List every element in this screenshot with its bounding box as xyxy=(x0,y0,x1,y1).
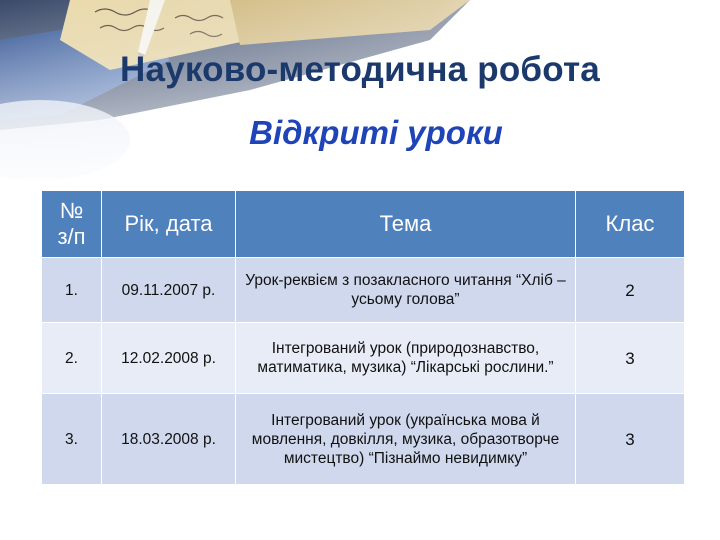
cell-topic: Інтегрований урок (українська мова й мовлення, довкілля, музика, образотворче мистецтво) “Пізнаймо невидимку” xyxy=(236,394,576,485)
cell-date: 09.11.2007 р. xyxy=(102,258,236,323)
header-topic: Тема xyxy=(236,191,576,258)
table-header-row xyxy=(42,191,685,258)
cell-topic: Урок-реквієм з позакласного читання “Хліб – усьому голова” xyxy=(236,258,576,323)
table-row xyxy=(42,394,685,485)
cell-topic: Інтегрований урок (природознавство, матиматика, музика) “Лікарські рослини.” xyxy=(236,323,576,394)
header-number xyxy=(42,191,102,258)
cell-number: 3. xyxy=(42,394,102,485)
subtitle-wrapper xyxy=(0,114,720,152)
cell-number: 2. xyxy=(42,323,102,394)
lessons-table xyxy=(41,190,685,485)
table-row xyxy=(42,323,685,394)
cell-date: 18.03.2008 р. xyxy=(102,394,236,485)
page-subtitle: Відкриті уроки xyxy=(249,114,503,151)
header-number-line2: з/п xyxy=(57,224,86,249)
header-number-line1: № xyxy=(59,198,84,223)
table-row xyxy=(42,258,685,323)
cell-class: 3 xyxy=(576,394,685,485)
page-title: Науково-методична робота xyxy=(120,50,600,89)
cell-class: 3 xyxy=(576,323,685,394)
cell-class: 2 xyxy=(576,258,685,323)
notebook-pen-illustration xyxy=(0,0,720,200)
cell-number: 1. xyxy=(42,258,102,323)
header-year: Рік, дата xyxy=(102,191,236,258)
table-header xyxy=(42,191,685,258)
decorative-notebook-photo xyxy=(0,0,720,200)
table-body xyxy=(42,258,685,485)
cell-date: 12.02.2008 р. xyxy=(102,323,236,394)
header-class: Клас xyxy=(576,191,685,258)
